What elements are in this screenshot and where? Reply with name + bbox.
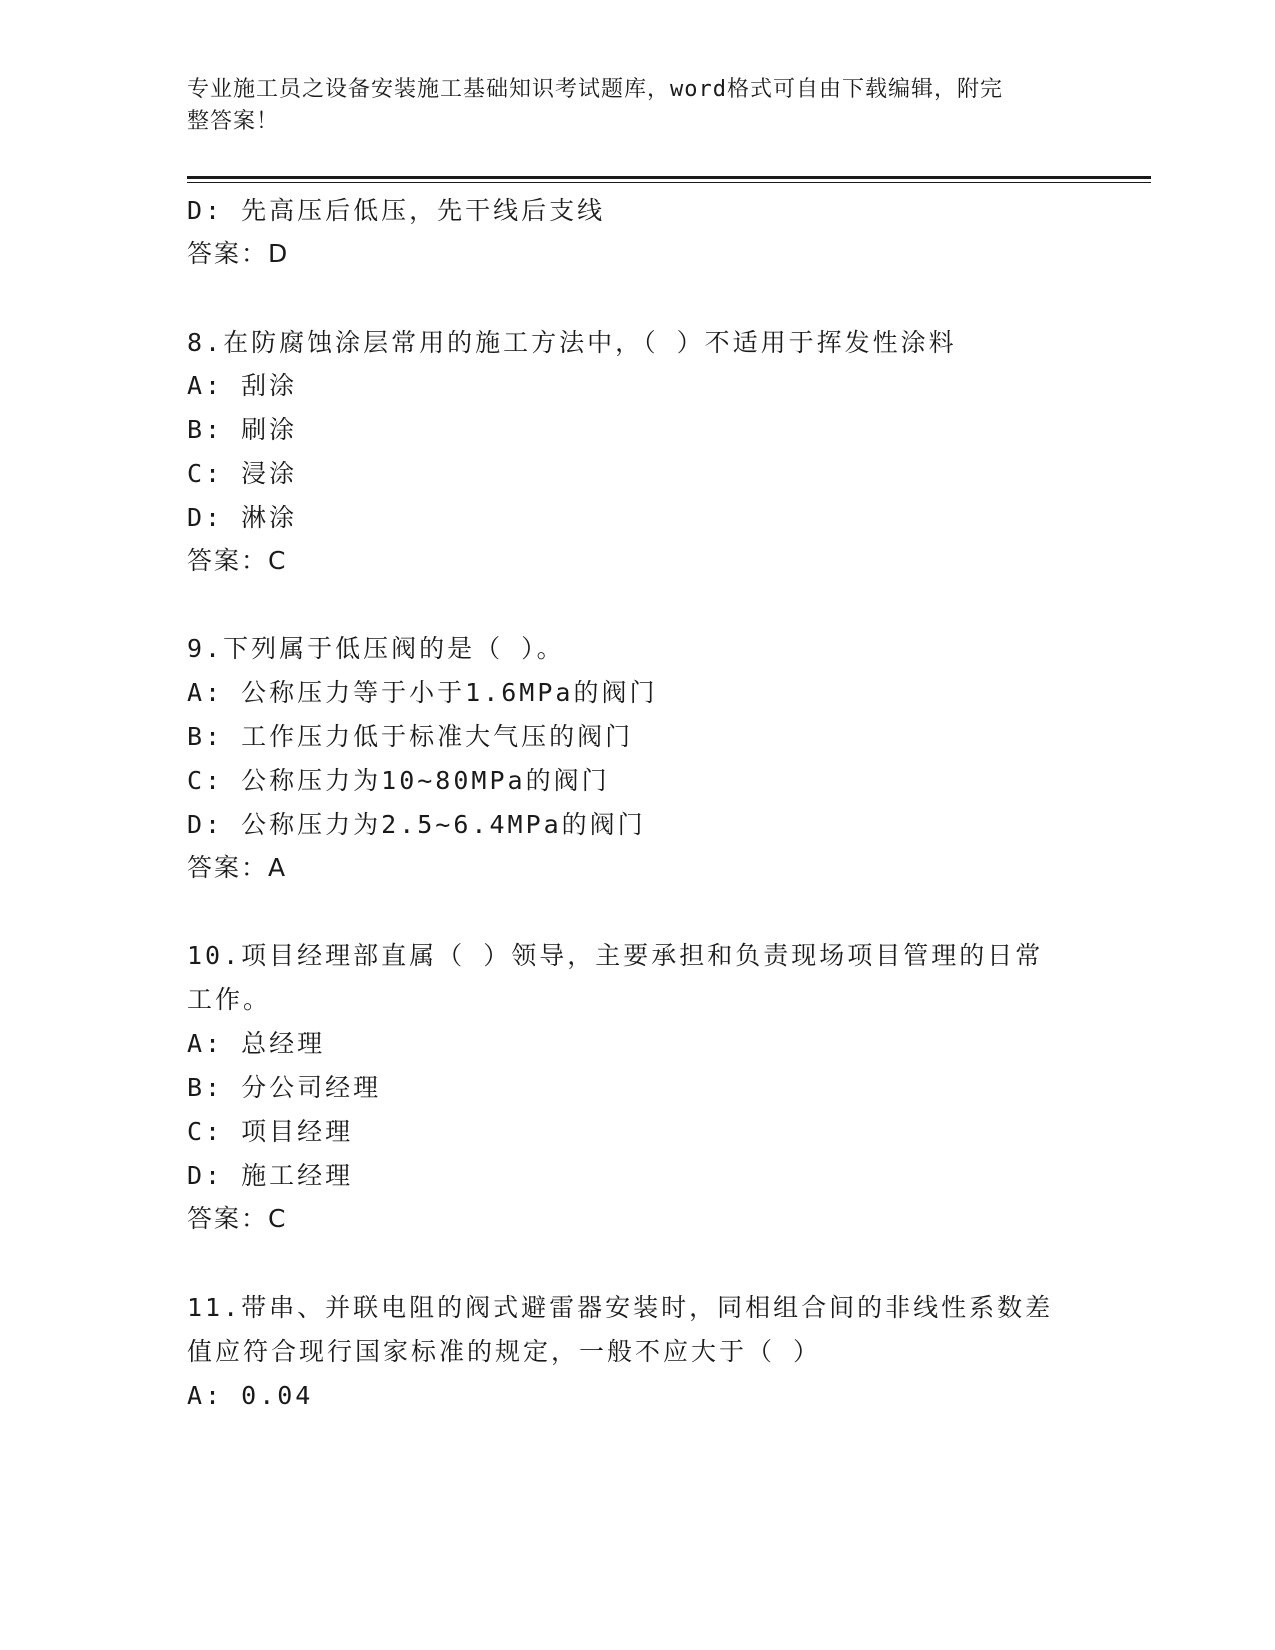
q9-stem: 9.下列属于低压阀的是（ ）。 [187, 634, 565, 663]
q10-option-a: A: 总经理 [187, 1029, 326, 1058]
q8-stem: 8.在防腐蚀涂层常用的施工方法中，（ ）不适用于挥发性涂料 [187, 328, 957, 357]
q8-option-d: D: 淋涂 [187, 503, 298, 532]
q10-answer: 答案：C [187, 1204, 288, 1233]
q10-option-d: D: 施工经理 [187, 1161, 354, 1190]
q10-option-c: C: 项目经理 [187, 1117, 354, 1146]
header-divider-thin [187, 182, 1151, 183]
q11-stem-line-1: 11.带串、并联电阻的阀式避雷器安装时，同相组合间的非线性系数差 [187, 1293, 1054, 1322]
q9-option-c: C: 公称压力为10~80MPa的阀门 [187, 766, 610, 795]
q11-option-a: A: 0.04 [187, 1381, 314, 1410]
q10-stem-line-1: 10.项目经理部直属（ ）领导，主要承担和负责现场项目管理的日常 [187, 941, 1044, 970]
document-header [187, 74, 1087, 138]
q10-stem-line-2: 工作。 [187, 985, 272, 1014]
q8-option-c: C: 浸涂 [187, 459, 298, 488]
header-divider-thick [187, 176, 1151, 179]
q11-stem-line-2: 值应符合现行国家标准的规定，一般不应大于（ ） [187, 1337, 822, 1366]
q9-option-a: A: 公称压力等于小于1.6MPa的阀门 [187, 678, 658, 707]
q9-option-d: D: 公称压力为2.5~6.4MPa的阀门 [187, 810, 646, 839]
q9-answer: 答案：A [187, 853, 288, 882]
q8-answer: 答案：C [187, 546, 288, 575]
q7-option-d: D: 先高压后低压，先干线后支线 [187, 196, 606, 225]
header-line-1: 专业施工员之设备安装施工基础知识考试题库，word格式可自由下载编辑，附完 [187, 77, 1003, 102]
q9-option-b: B: 工作压力低于标准大气压的阀门 [187, 722, 634, 751]
q8-option-b: B: 刷涂 [187, 415, 298, 444]
q8-option-a: A: 刮涂 [187, 371, 298, 400]
q10-option-b: B: 分公司经理 [187, 1073, 382, 1102]
q7-answer: 答案：D [187, 239, 290, 268]
header-line-2: 整答案！ [187, 109, 280, 134]
